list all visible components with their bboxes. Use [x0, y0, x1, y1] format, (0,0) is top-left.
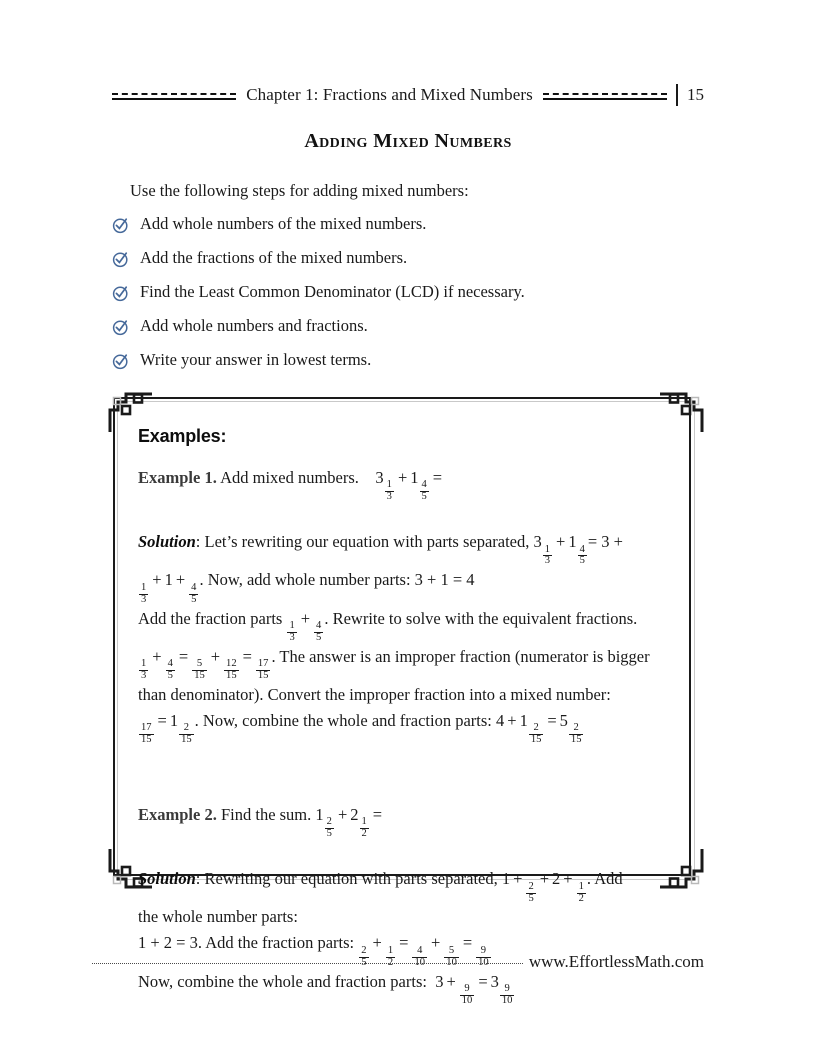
fraction-numerator: 5	[196, 658, 203, 670]
solution-line-4a: Now, combine the whole and fraction parts:	[138, 971, 427, 991]
header-solid-rule-right	[543, 98, 667, 100]
fraction-denominator: 10	[501, 994, 513, 1006]
fraction-numerator: 4	[579, 543, 585, 555]
list-item	[112, 350, 702, 384]
fraction	[314, 621, 323, 644]
term-whole: 1	[501, 869, 511, 889]
plus-operator: +	[563, 869, 573, 889]
example-1-prompt: Add mixed numbers.	[220, 468, 359, 487]
solution-line-1b: = 3 +	[587, 532, 623, 552]
fraction-denominator: 2	[387, 956, 394, 968]
term-whole: 1	[315, 805, 324, 825]
equals-operator: =	[478, 971, 488, 991]
fraction-numerator: 9	[504, 982, 510, 994]
fraction	[360, 817, 369, 840]
fraction-numerator: 2	[326, 816, 332, 828]
fraction-denominator: 3	[141, 593, 147, 605]
header-rule-right	[543, 91, 667, 100]
solution-line-6a: . Now, combine the whole and fraction parts:	[194, 710, 492, 730]
example-1-expression	[375, 468, 445, 503]
fraction-denominator: 15	[181, 734, 192, 746]
example-1-line-3	[138, 606, 678, 644]
example-2-title	[138, 802, 678, 840]
fraction-numerator: 1	[361, 816, 367, 828]
solution-line-2b: 3 + 1 = 4	[414, 570, 475, 590]
list-item	[112, 248, 702, 282]
fraction	[325, 817, 334, 840]
plus-operator: +	[513, 869, 523, 889]
example-1-line-5: than denominator). Convert the improper fraction into a mixed number:	[138, 684, 611, 704]
list-item	[112, 282, 702, 316]
fraction-numerator: 1	[141, 658, 147, 670]
term-whole: 3	[375, 468, 384, 487]
fraction	[577, 882, 586, 905]
fraction-denominator: 3	[141, 669, 147, 681]
header-dashed-rule-right	[543, 93, 667, 95]
fraction-denominator: 5	[528, 892, 534, 904]
term-whole: 3	[490, 971, 499, 991]
fraction-numerator: 17	[141, 722, 152, 734]
step-label: Add whole numbers and fractions.	[140, 316, 368, 335]
inline-expression	[496, 710, 584, 746]
fraction-denominator: 5	[316, 631, 322, 643]
fraction-numerator: 2	[573, 722, 579, 734]
solution-line-3a: 1 + 2 = 3. Add the fraction parts:	[138, 933, 355, 953]
spacer	[138, 503, 678, 529]
spacer	[138, 750, 678, 776]
fraction-denominator: 5	[421, 491, 427, 503]
inline-expression	[501, 869, 587, 904]
fraction	[543, 545, 552, 568]
check-circle-icon	[112, 319, 129, 336]
fraction-denominator: 2	[578, 892, 584, 904]
fraction-numerator: 12	[226, 658, 237, 670]
check-circle-icon	[112, 285, 129, 302]
term-whole: 3	[435, 971, 444, 991]
plus-operator: +	[397, 468, 408, 487]
fraction	[139, 659, 148, 682]
solution-line-2a: . Now, add whole number parts:	[199, 570, 411, 590]
plus-operator: +	[507, 710, 517, 730]
fraction-numerator: 4	[316, 619, 322, 631]
solution-line-4b: . The answer is an improper fraction (numerator is bigger	[271, 646, 650, 666]
term-whole: 1	[519, 710, 528, 730]
fraction-numerator: 4	[191, 581, 197, 593]
equals-operator: =	[178, 646, 189, 666]
term-whole: 1	[410, 468, 419, 487]
fraction	[529, 723, 544, 746]
fraction-denominator: 5	[191, 593, 197, 605]
term-whole: 4	[496, 710, 505, 730]
example-2-line-2: the whole number parts:	[138, 907, 298, 927]
fraction-denominator: 15	[570, 734, 582, 746]
intro-text: Use the following steps for adding mixed numbers:	[130, 181, 469, 200]
fraction-numerator: 1	[141, 581, 147, 593]
step-label: Find the Least Common Denominator (LCD) if necessary.	[140, 282, 525, 301]
inline-expression	[435, 971, 515, 1006]
example-1-solution	[138, 529, 678, 567]
fraction-denominator: 10	[478, 956, 489, 968]
fraction	[139, 723, 154, 746]
page-header	[112, 78, 704, 112]
plus-operator: +	[539, 869, 550, 889]
plus-operator: +	[372, 933, 382, 953]
fraction-denominator: 10	[414, 956, 425, 968]
fraction-denominator: 15	[141, 734, 152, 746]
example-1-title	[138, 465, 678, 503]
fraction	[224, 659, 239, 682]
fraction-numerator: 2	[361, 944, 367, 956]
fraction-denominator: 10	[446, 956, 457, 968]
fraction-denominator: 5	[361, 956, 367, 968]
example-2-prompt: Find the sum.	[220, 805, 312, 825]
solution-label: Solution	[138, 869, 196, 889]
fraction	[569, 723, 584, 746]
step-label: Add whole numbers of the mixed numbers.	[140, 214, 427, 233]
list-item	[112, 316, 702, 350]
term-whole: 5	[559, 710, 568, 730]
plus-operator: +	[430, 933, 441, 953]
page-number-group	[667, 84, 704, 106]
plus-operator: +	[152, 570, 162, 590]
step-label: Add the fractions of the mixed numbers.	[140, 248, 408, 267]
equals-operator: =	[547, 710, 557, 730]
check-circle-icon	[112, 217, 129, 234]
fraction-numerator: 1	[387, 944, 394, 956]
equals-operator: =	[242, 646, 252, 666]
equals-operator: =	[157, 710, 167, 730]
example-2-expression	[315, 805, 385, 840]
solution-line-1a: : Let’s rewriting our equation with parts separated,	[195, 532, 530, 552]
example-2-line-4	[138, 969, 678, 1007]
fraction-numerator: 9	[480, 944, 487, 956]
example-2-solution	[138, 866, 678, 904]
solution-line-3b: . Rewrite to solve with the equivalent fractions.	[324, 608, 638, 628]
fraction-denominator: 5	[579, 555, 585, 567]
footer-website[interactable]: www.EffortlessMath.com	[528, 952, 704, 971]
fraction-numerator: 1	[289, 619, 295, 631]
example-2	[138, 802, 678, 1007]
solution-line-1b: . Add	[586, 869, 623, 889]
term-whole: 3	[533, 532, 542, 552]
page-title: Adding Mixed Numbers	[304, 130, 512, 152]
fraction-numerator: 4	[167, 658, 173, 670]
fraction	[192, 659, 207, 682]
fraction	[189, 583, 198, 606]
fraction	[420, 480, 429, 503]
fraction	[179, 723, 194, 746]
fraction-numerator: 2	[183, 722, 190, 734]
fraction	[526, 882, 535, 905]
fraction-denominator: 5	[326, 828, 332, 840]
plus-operator: +	[446, 971, 456, 991]
plus-operator: +	[337, 805, 348, 825]
fraction-numerator: 2	[528, 880, 534, 892]
fraction	[578, 545, 587, 568]
plus-operator: +	[210, 646, 221, 666]
term-whole: 1	[169, 710, 179, 730]
header-solid-rule-left	[112, 98, 236, 100]
fraction-denominator: 5	[167, 669, 173, 681]
plus-operator: +	[556, 532, 566, 552]
fraction-numerator: 4	[421, 479, 427, 491]
fraction-denominator: 2	[361, 828, 367, 840]
fraction-numerator: 1	[578, 880, 584, 892]
fraction-denominator: 3	[289, 631, 295, 643]
fraction-denominator: 10	[461, 994, 473, 1006]
term-whole: 2	[350, 805, 359, 825]
fraction	[460, 984, 475, 1007]
equals-operator: =	[462, 933, 473, 953]
fraction	[287, 621, 296, 644]
fraction-numerator: 5	[448, 944, 455, 956]
fraction-denominator: 15	[530, 734, 542, 746]
header-dashed-rule-left	[112, 93, 236, 95]
page-number: 15	[687, 85, 705, 104]
example-1-line-2	[138, 567, 678, 605]
example-1-line-4	[138, 644, 678, 682]
term-whole: 1	[568, 532, 577, 552]
fraction-numerator: 9	[464, 982, 470, 994]
fraction-denominator: 3	[386, 491, 392, 503]
plus-operator: +	[300, 608, 311, 628]
term-whole: 1	[164, 570, 173, 590]
spacer	[138, 840, 678, 866]
term-whole: 2	[552, 869, 561, 889]
solution-line-3a: Add the fraction parts	[138, 608, 283, 628]
page-footer	[92, 952, 704, 972]
fraction	[166, 659, 175, 682]
example-2-label: Example 2.	[138, 805, 217, 825]
chapter-title: Chapter 1: Fractions and Mixed Numbers	[246, 85, 533, 104]
equals-operator: =	[372, 805, 383, 825]
check-circle-icon	[112, 353, 129, 370]
list-item	[112, 214, 702, 248]
check-circle-icon	[112, 251, 129, 268]
footer-dotted-leader	[92, 963, 523, 964]
step-label: Write your answer in lowest terms.	[140, 350, 372, 369]
fraction	[500, 984, 515, 1007]
fraction-numerator: 1	[544, 543, 551, 555]
fraction-numerator: 2	[533, 722, 539, 734]
fraction-numerator: 17	[257, 658, 269, 670]
example-1	[138, 465, 678, 746]
fraction-denominator: 15	[226, 669, 237, 681]
equals-operator: =	[399, 933, 409, 953]
plus-operator: +	[152, 646, 162, 666]
fraction	[385, 480, 394, 503]
examples-heading: Examples:	[138, 426, 227, 446]
fraction	[256, 659, 271, 682]
plus-operator: +	[175, 570, 186, 590]
example-1-label: Example 1.	[138, 468, 217, 487]
fraction-numerator: 4	[417, 944, 423, 956]
steps-list	[112, 214, 702, 384]
spacer	[138, 776, 678, 802]
header-rule-left	[112, 91, 236, 100]
fraction-numerator: 1	[386, 479, 392, 491]
fraction	[139, 583, 148, 606]
example-1-line-6	[138, 708, 678, 746]
page-number-separator	[676, 84, 678, 106]
fraction-denominator: 15	[257, 669, 269, 681]
inline-expression	[533, 532, 588, 567]
solution-label: Solution	[138, 532, 196, 552]
fraction-denominator: 15	[194, 669, 205, 681]
solution-line-1a: : Rewriting our equation with parts separated,	[195, 869, 498, 889]
fraction-denominator: 3	[544, 555, 551, 567]
equals-operator: =	[432, 468, 443, 487]
